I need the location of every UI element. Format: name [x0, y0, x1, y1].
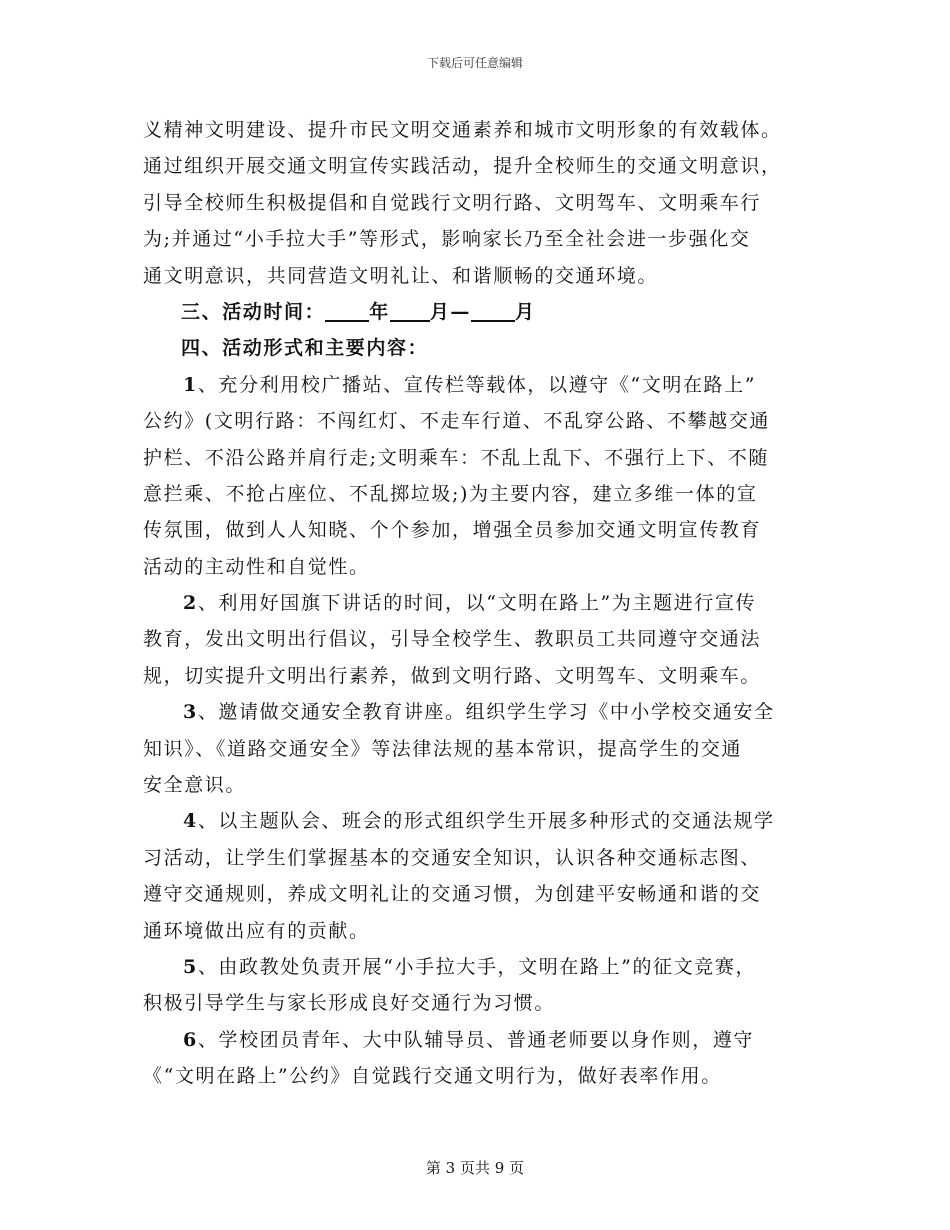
- item-number: 1: [183, 373, 198, 396]
- year-blank: [325, 300, 369, 322]
- text-line: [143, 694, 805, 730]
- item-6-paragraph: [143, 1022, 805, 1095]
- text-line: 活动的主动性和自觉性。: [143, 555, 370, 578]
- item-3-paragraph: [143, 694, 805, 803]
- text-line: 引导全校师生积极提倡和自觉践行文明行路、文明驾车、文明乘车行: [143, 191, 762, 214]
- text-line: 通环境做出应有的贡献。: [143, 919, 370, 942]
- intro-paragraph: [143, 112, 805, 294]
- item-number: 6: [183, 1028, 198, 1051]
- text-line: [143, 803, 805, 839]
- item-number: 5: [183, 955, 198, 978]
- text-span: 、学校团员青年、大中队辅导员、普通老师要以身作则，遵守: [197, 1028, 755, 1051]
- text-line: [143, 1022, 805, 1058]
- text-span: 、由政教处负责开展“小手拉大手，文明在路上”的征文竞赛，: [197, 955, 757, 978]
- year-label: 年: [369, 300, 390, 323]
- item-number: 2: [183, 592, 198, 615]
- text-line: 积极引导学生与家长形成良好交通行为习惯。: [143, 992, 556, 1015]
- text-span: 、邀请做交通安全教育讲座。组织学生学习《中小学校交通安全: [197, 701, 775, 724]
- text-span: 、充分利用校广播站、宣传栏等载体，以遵守《“文明在路上”: [197, 373, 757, 396]
- text-line: 护栏、不沿公路并肩行走;文明乘车：不乱上乱下、不强行上下、不随: [143, 446, 770, 469]
- text-span: 、利用好国旗下讲话的时间，以“文明在路上”为主题进行宣传: [197, 592, 757, 615]
- text-line: 安全意识。: [143, 774, 247, 797]
- text-line: [143, 585, 805, 621]
- text-line: 习活动，让学生们掌握基本的交通安全知识，认识各种交通标志图、: [143, 846, 762, 869]
- text-line: 知识》、《道路交通安全》等法律法规的基本常识，提高学生的交通: [143, 737, 743, 760]
- month-start-blank: [390, 300, 430, 322]
- section-3-heading: [143, 294, 805, 330]
- document-body: [143, 112, 805, 1095]
- text-line: 《“文明在路上”公约》自觉践行交通文明行为，做好表率作用。: [143, 1065, 722, 1088]
- item-4-paragraph: [143, 803, 805, 949]
- text-line: 意拦乘、不抢占座位、不乱掷垃圾;)为主要内容，建立多维一体的宣: [143, 482, 758, 505]
- page-header: 下载后可任意编辑: [426, 56, 523, 70]
- month-label: 月: [515, 300, 536, 323]
- section-3-label: 三、活动时间：: [181, 300, 326, 323]
- text-line: 遵守交通规则，养成文明礼让的交通习惯，为创建平安畅通和谐的交: [143, 883, 762, 906]
- section-4-heading: 四、活动形式和主要内容：: [181, 337, 429, 360]
- item-5-paragraph: [143, 949, 805, 1022]
- item-number: 4: [183, 810, 198, 833]
- text-line: [143, 367, 805, 403]
- text-line: 传氛围，做到人人知晓、个个参加，增强全员参加交通文明宣传教育: [143, 519, 762, 542]
- text-line: 公约》(文明行路：不闯红灯、不走车行道、不乱穿公路、不攀越交通: [143, 410, 771, 433]
- month-end-blank: [471, 300, 515, 322]
- text-line: 规，切实提升文明出行素养，做到文明行路、文明驾车、文明乘车。: [143, 664, 762, 687]
- text-line: 义精神文明建设、提升市民文明交通素养和城市文明形象的有效载体。: [143, 119, 782, 141]
- item-1-paragraph: [143, 367, 805, 585]
- text-line: [143, 949, 805, 985]
- item-number: 3: [183, 701, 198, 724]
- text-line: 教育，发出文明出行倡议，引导全校学生、教职员工共同遵守交通法: [143, 628, 762, 651]
- page-footer: 第 3 页共 9 页: [425, 1159, 525, 1177]
- text-line: 为;并通过“小手拉大手”等形式，影响家长乃至全社会进一步强化交: [143, 228, 751, 251]
- text-line: 通过组织开展交通文明宣传实践活动，提升全校师生的交通文明意识，: [143, 155, 782, 178]
- item-2-paragraph: [143, 585, 805, 694]
- text-line: 通文明意识，共同营造文明礼让、和谐顺畅的交通环境。: [143, 264, 659, 287]
- text-span: 、以主题队会、班会的形式组织学生开展多种形式的交通法规学: [197, 810, 775, 833]
- month-dash-label: 月—: [429, 300, 472, 323]
